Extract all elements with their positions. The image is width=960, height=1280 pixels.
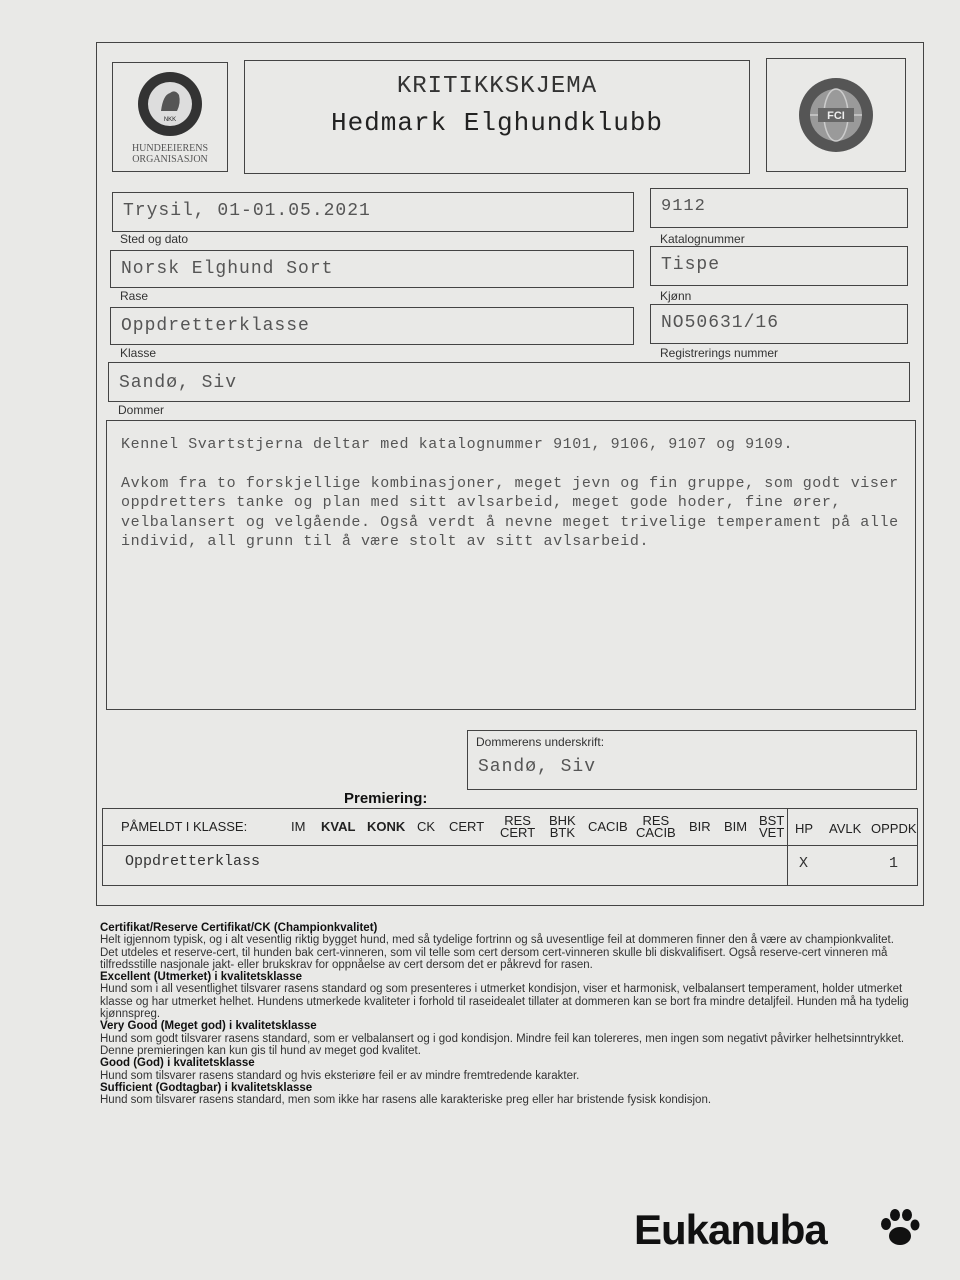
row-klasse-value: Oppdretterklass	[125, 853, 261, 870]
table-divider	[787, 809, 788, 885]
header-rescacib-1: RES	[642, 813, 670, 828]
header-hp: HP	[795, 821, 814, 836]
sted-dato-field[interactable]	[112, 192, 634, 232]
header-avlk: AVLK	[829, 821, 862, 836]
signature-label: Dommerens underskrift:	[476, 735, 605, 749]
header-bstvet-1: BST	[759, 813, 785, 828]
premiering-table	[102, 808, 918, 886]
def-text-excellent: Hund som i all vesentlighet tilsvarer rasens standard og som presenteres i utmerket kondisjon, viser et harmonisk, velbalansert temperament, holder utmerket klasse og har utmerket helhet. Hundens utmerkede kvaliteter i forhold til raseidealet tillater at dommeren kan se bort fra mindre detaljfeil. Hunden må ha tydelig kjønnspreg.	[100, 983, 909, 1021]
signature-value: Sandø, Siv	[478, 757, 597, 777]
klasse-field[interactable]	[110, 307, 634, 345]
def-heading-certifikat: Certifikat/Reserve Certifikat/CK (Championkvalitet)	[100, 922, 378, 934]
premiering-title: Premiering:	[344, 790, 428, 807]
header-cacib: CACIB	[588, 819, 628, 834]
header-rescert-1: RES	[504, 813, 531, 828]
klasse-value: Oppdretterklasse	[121, 316, 310, 336]
sted-dato-value: Trysil, 01-01.05.2021	[123, 201, 371, 221]
fci-logo-box	[766, 58, 906, 172]
header-rescacib-2: CACIB	[636, 825, 676, 840]
katalognummer-label: Katalognummer	[660, 232, 745, 246]
dommer-value: Sandø, Siv	[119, 373, 238, 393]
nkk-caption: HUNDEEIERENS ORGANISASJON	[131, 143, 209, 165]
header-rescert	[500, 815, 535, 839]
header-kval: KVAL	[321, 819, 356, 834]
def-text-good: Hund som tilsvarer rasens standard og hvis eksteriøre feil er av mindre fremtredende karakter.	[100, 1069, 580, 1082]
header-rescert-2: CERT	[500, 825, 536, 840]
header-rescacib	[636, 815, 676, 839]
regnr-label: Registrerings nummer	[660, 346, 779, 360]
critique-text	[121, 435, 901, 571]
svg-text:FCI: FCI	[827, 110, 845, 122]
header-im: IM	[291, 819, 306, 834]
katalognummer-field[interactable]	[650, 188, 908, 228]
header-ck: CK	[417, 819, 436, 834]
rase-label: Rase	[120, 289, 149, 303]
rase-field[interactable]	[110, 250, 634, 288]
klasse-label: Klasse	[120, 346, 157, 360]
quality-definitions	[100, 922, 910, 1106]
def-heading-good: Good (God) i kvalitetsklasse	[100, 1057, 255, 1070]
header-cert: CERT	[449, 819, 485, 834]
row-hp-value[interactable]: X	[799, 855, 809, 872]
kjonn-field[interactable]	[650, 246, 908, 286]
rase-value: Norsk Elghund Sort	[121, 259, 334, 279]
title-box	[244, 60, 750, 174]
def-text-sufficient: Hund som tilsvarer rasens standard, men som ikke har rasens alle karakteriske preg eller har bristende fysisk kondisjon.	[100, 1094, 712, 1107]
signature-field[interactable]	[467, 730, 917, 790]
def-text-certifikat: Helt igjennom typisk, og i alt vesentlig riktig bygget hund, med så tydelige fortrinn og så uvesentlige feil at dommeren finner den å være av championkvalitet. Det utdeles et reserve-cert, til hunden bak cert-vinneren, som vil telle som cert dersom cert-vinneren skulle bli diskvalifisert. Også reserve-cert vinneren må tilfredsstille nasjonale jakt- eller brukskrav for oppnåelse av cert dersom det er påkrevd for rasen.	[100, 934, 894, 971]
header-pameldt: PÅMELDT I KLASSE:	[121, 819, 248, 834]
dommer-field[interactable]	[108, 362, 910, 402]
nkk-logo-box	[112, 62, 228, 172]
header-bstvet	[759, 815, 784, 839]
regnr-value: NO50631/16	[661, 313, 780, 333]
svg-text:NKK: NKK	[163, 117, 177, 123]
critique-paragraph-2: Avkom fra to forskjellige kombinasjoner, meget jevn og fin gruppe, som godt viser oppdretters tanke og plan med sitt avlsarbeid, meget gode hoder, fine ører, velbalansert og velgående. Også verdt å nevne meget trivelige temperament på alle individ, all grunn til å være stolt av sitt avlsarbeid.	[121, 474, 899, 550]
header-bstvet-2: VET	[759, 825, 785, 840]
def-heading-sufficient: Sufficient (Godtagbar) i kvalitetsklasse	[100, 1081, 313, 1094]
form-title: KRITIKKSKJEMA	[396, 73, 598, 100]
row-oppdk-value[interactable]: 1	[889, 855, 899, 872]
def-text-very-good: Hund som godt tilsvarer rasens standard, som er velbalansert og i god kondisjon. Mindre feil kan tolereres, men ingen som negativt påvirker helhetsinntrykket. Denne premieringen kan kun gis til hund av meget god kvalitet.	[100, 1032, 905, 1057]
kjonn-value: Tispe	[661, 255, 721, 275]
club-name: Hedmark Elghundklubb	[330, 108, 664, 138]
header-bhkbtk	[549, 815, 576, 839]
critique-box[interactable]	[106, 420, 916, 710]
def-heading-excellent: Excellent (Utmerket) i kvalitetsklasse	[100, 971, 302, 984]
header-bir: BIR	[689, 819, 711, 834]
regnr-field[interactable]	[650, 304, 908, 344]
paw-icon	[878, 1208, 920, 1248]
header-bim: BIM	[724, 819, 748, 834]
def-heading-very-good: Very Good (Meget god) i kvalitetsklasse	[100, 1020, 317, 1033]
nkk-logo-icon	[135, 69, 205, 139]
dommer-label: Dommer	[118, 403, 165, 417]
header-bhkbtk-1: BHK	[549, 813, 576, 828]
header-oppdk: OPPDK	[871, 821, 917, 836]
katalognummer-value: 9112	[661, 197, 706, 216]
kjonn-label: Kjønn	[660, 289, 692, 303]
eukanuba-logo: Eukanuba	[634, 1206, 827, 1253]
header-bhkbtk-2: BTK	[549, 825, 576, 840]
sted-dato-label: Sted og dato	[120, 232, 189, 246]
fci-logo-icon	[796, 75, 876, 155]
header-konk: KONK	[367, 819, 406, 834]
critique-paragraph-1: Kennel Svartstjerna deltar med katalognummer 9101, 9106, 9107 og 9109.	[121, 436, 794, 453]
